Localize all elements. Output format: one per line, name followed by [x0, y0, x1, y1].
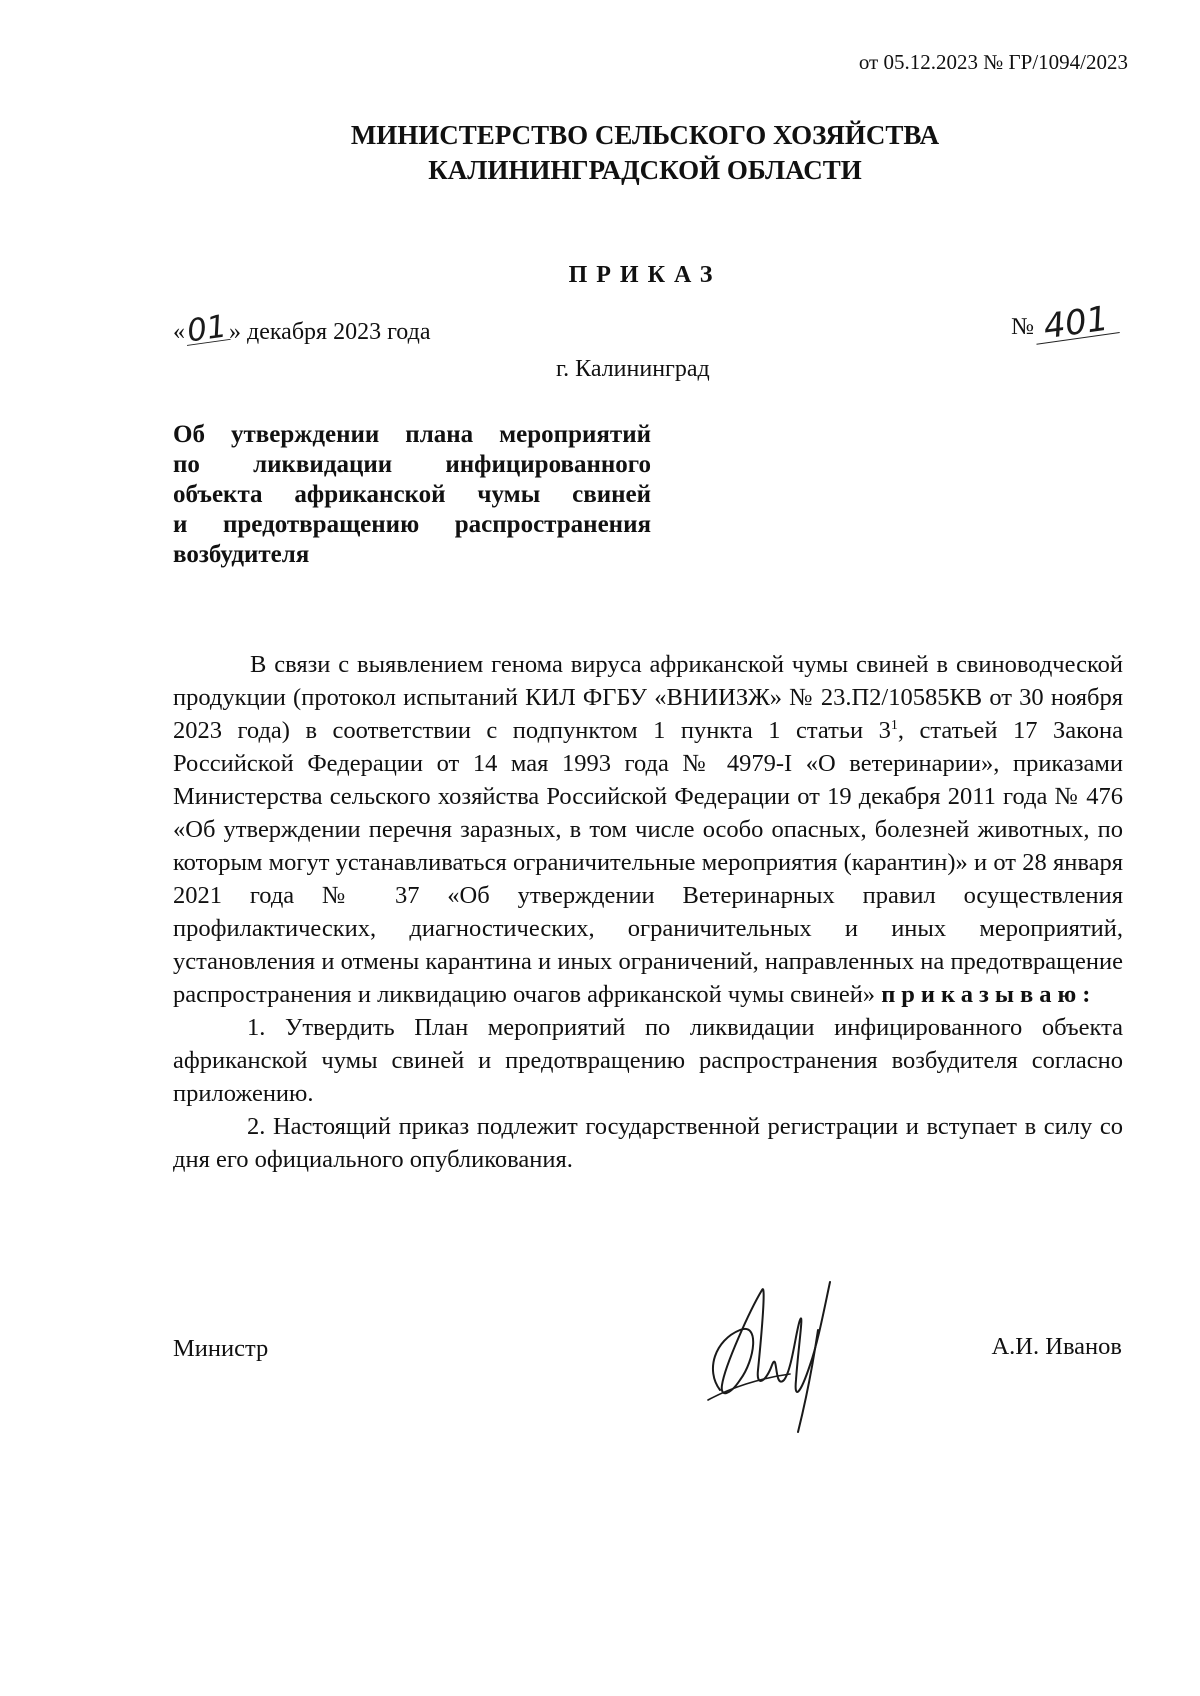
org-line-1: МИНИСТЕРСТВО СЕЛЬСКОГО ХОЗЯЙСТВА: [350, 120, 940, 150]
order-subject: [173, 420, 651, 570]
subject-line: Об утверждении плана мероприятий: [173, 421, 651, 448]
number-prefix: №: [1011, 314, 1034, 340]
subject-line: объекта африканской чумы свиней: [173, 481, 651, 508]
city-line: г. Калининград: [556, 356, 710, 382]
subject-line: по ликвидации инфицированного: [173, 451, 651, 478]
preamble-paragraph: [173, 648, 1123, 1011]
registration-stamp: от 05.12.2023 № ГР/1094/2023: [858, 50, 1128, 74]
signatory-title: Министр: [173, 1335, 269, 1362]
order-word: приказываю:: [881, 981, 1097, 1008]
order-date: [173, 308, 431, 350]
document-type: ПРИКАЗ: [568, 262, 722, 288]
signatory-name: А.И. Иванов: [991, 1333, 1122, 1360]
org-line-2: КАЛИНИНГРАДСКОЙ ОБЛАСТИ: [428, 155, 862, 185]
handwritten-number: 401: [1032, 302, 1119, 344]
date-open-quote: «: [173, 319, 185, 345]
superscript: 1: [890, 717, 898, 733]
order-item-2: 2. Настоящий приказ подлежит государственной регистрации и вступает в силу со дня его официального опубликования.: [173, 1113, 1123, 1173]
order-item-1: 1. Утвердить План мероприятий по ликвидации инфицированного объекта африканской чумы свиней и предотвращению распространения возбудителя согласно приложению.: [173, 1014, 1123, 1107]
preamble-text-a: В связи с выявлением генома вируса африканской чумы свиней в свиноводческой продукции (протокол испытаний КИЛ ФГБУ «ВНИИЗЖ» № 23.П2/10585КВ от 30 ноября 2023 года) в соответствии с подпунктом 1 пункта 1 статьи 3: [173, 651, 1123, 744]
organization-header: [0, 118, 1200, 188]
date-month-year: » декабря 2023 года: [229, 319, 431, 345]
handwritten-signature: [700, 1270, 850, 1440]
subject-line: и предотвращению распространения: [173, 511, 651, 538]
order-number: [1011, 298, 1118, 348]
handwritten-day: 01: [184, 308, 229, 350]
order-body: [173, 648, 1123, 1176]
subject-line: возбудителя: [173, 541, 310, 568]
preamble-text-b: , статьей 17 Закона Российской Федерации от 14 мая 1993 года № 4979-I «О ветеринарии», приказами Министерства сельского хозяйства Российской Федерации от 19 декабря 2011 года № 476 «Об утверждении перечня заразных, в том числе особо опасных, болезней животных, по которым могут устанавливаться ограничительные мероприятия (карантин)» и от 28 января 2021 года № 37 «Об утверждении Ветеринарных правил осуществления профилактических, диагностических, ограничительных и иных мероприятий, установления и отмены карантина и иных ограничений, направленных на предотвращение распространения и ликвидацию очагов африканской чумы свиней»: [173, 717, 1124, 1008]
